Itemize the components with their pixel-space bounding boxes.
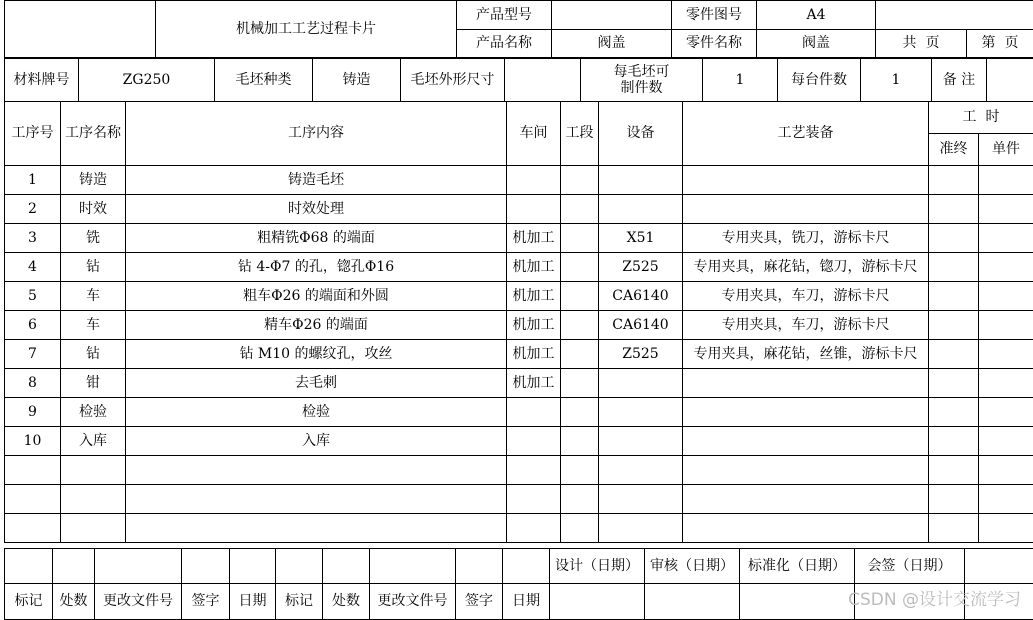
row-unit[interactable] [979, 369, 1033, 398]
row-unit[interactable] [979, 253, 1033, 282]
row-workshop[interactable] [507, 398, 561, 427]
row-equipment[interactable] [599, 485, 683, 514]
row-workshop[interactable]: 机加工 [507, 224, 561, 253]
page-number: 第 页 [967, 30, 1033, 58]
row-name[interactable]: 时效 [61, 195, 126, 224]
row-section[interactable] [561, 166, 599, 195]
row-tooling[interactable] [683, 398, 929, 427]
col-equipment: 设备 [599, 102, 683, 166]
row-workshop[interactable]: 机加工 [507, 369, 561, 398]
sign-label-2: 签字 [456, 584, 503, 620]
table-row [5, 282, 1033, 311]
row-workshop[interactable] [507, 456, 561, 485]
row-section[interactable] [561, 311, 599, 340]
date-label-1: 日期 [230, 584, 276, 620]
per-unit-label: 每台件数 [778, 59, 861, 102]
table-row [5, 311, 1033, 340]
col-section: 工段 [561, 102, 599, 166]
row-equipment[interactable]: Z525 [599, 340, 683, 369]
row-no[interactable] [5, 514, 61, 543]
row-equipment[interactable] [599, 427, 683, 456]
row-equipment[interactable]: CA6140 [599, 311, 683, 340]
row-unit[interactable] [979, 485, 1033, 514]
row-equipment[interactable] [599, 195, 683, 224]
row-name[interactable] [61, 514, 126, 543]
product-model-value[interactable] [552, 1, 672, 30]
material-table [4, 58, 1033, 102]
part-name-value[interactable]: 阀盖 [757, 30, 876, 58]
row-prep[interactable] [929, 311, 979, 340]
row-prep[interactable] [929, 485, 979, 514]
row-unit[interactable] [979, 398, 1033, 427]
row-workshop[interactable] [507, 485, 561, 514]
row-section[interactable] [561, 253, 599, 282]
mark-label-1: 标记 [5, 584, 53, 620]
row-tooling[interactable]: 专用夹具，麻花钻，丝锥，游标卡尺 [683, 340, 929, 369]
row-no[interactable]: 1 [5, 166, 61, 195]
row-unit[interactable] [979, 224, 1033, 253]
standard-cell[interactable] [740, 584, 855, 620]
row-workshop[interactable] [507, 195, 561, 224]
change-doc-label-1: 更改文件号 [95, 584, 182, 620]
part-drawing-label: 零件图号 [672, 1, 757, 30]
row-name[interactable]: 车 [61, 311, 126, 340]
row-tooling[interactable] [683, 456, 929, 485]
row-equipment[interactable]: CA6140 [599, 282, 683, 311]
logo-cell [5, 1, 156, 58]
row-no[interactable]: 6 [5, 311, 61, 340]
table-row [5, 195, 1033, 224]
row-section[interactable] [561, 282, 599, 311]
row-section[interactable] [561, 369, 599, 398]
row-section[interactable] [561, 195, 599, 224]
count-label-2: 处数 [323, 584, 370, 620]
material-value[interactable]: ZG250 [79, 59, 215, 102]
row-content[interactable]: 时效处理 [126, 195, 507, 224]
row-name[interactable]: 钻 [61, 253, 126, 282]
review-cell[interactable] [645, 584, 740, 620]
blank-size-value[interactable] [505, 59, 581, 102]
row-workshop[interactable]: 机加工 [507, 253, 561, 282]
row-section[interactable] [561, 398, 599, 427]
row-tooling[interactable]: 专用夹具，铣刀，游标卡尺 [683, 224, 929, 253]
product-model-label: 产品型号 [457, 1, 552, 30]
sign-label-1: 签字 [182, 584, 230, 620]
product-name-label: 产品名称 [457, 30, 552, 58]
col-tooling: 工艺装备 [683, 102, 929, 166]
table-row [5, 340, 1033, 369]
process-table [4, 101, 1033, 543]
row-prep[interactable] [929, 340, 979, 369]
row-unit[interactable] [979, 166, 1033, 195]
col-prep: 准终 [929, 134, 979, 166]
row-content[interactable]: 检验 [126, 398, 507, 427]
blank-type-label: 毛坯种类 [215, 59, 313, 102]
row-prep[interactable] [929, 398, 979, 427]
row-section[interactable] [561, 224, 599, 253]
review-label: 审核（日期） [645, 549, 740, 584]
row-prep[interactable] [929, 282, 979, 311]
row-tooling[interactable] [683, 514, 929, 543]
table-row [5, 398, 1033, 427]
table-row [5, 369, 1033, 398]
product-name-value[interactable]: 阀盖 [552, 30, 672, 58]
row-workshop[interactable]: 机加工 [507, 340, 561, 369]
row-prep[interactable] [929, 369, 979, 398]
table-row [5, 166, 1033, 195]
row-unit[interactable] [979, 282, 1033, 311]
part-name-label: 零件名称 [672, 30, 757, 58]
date-label-2: 日期 [503, 584, 550, 620]
row-content[interactable]: 入库 [126, 427, 507, 456]
row-tooling[interactable]: 专用夹具，车刀，游标卡尺 [683, 311, 929, 340]
header-table [4, 0, 1033, 58]
row-section[interactable] [561, 485, 599, 514]
pieces-per-blank-line2: 制件数 [581, 80, 702, 96]
row-workshop[interactable] [507, 166, 561, 195]
col-no: 工序号 [5, 102, 61, 166]
row-tooling[interactable] [683, 166, 929, 195]
row-name[interactable]: 入库 [61, 427, 126, 456]
count-label-1: 处数 [53, 584, 95, 620]
material-label: 材料牌号 [5, 59, 79, 102]
part-drawing-value[interactable]: A4 [757, 1, 876, 30]
table-row [5, 514, 1033, 543]
row-no[interactable] [5, 485, 61, 514]
row-prep[interactable] [929, 166, 979, 195]
pieces-per-blank-label [581, 59, 703, 102]
row-tooling[interactable] [683, 369, 929, 398]
row-tooling[interactable] [683, 485, 929, 514]
remark-value[interactable] [987, 59, 1033, 102]
row-content[interactable] [126, 456, 507, 485]
row-equipment[interactable] [599, 369, 683, 398]
table-row [5, 456, 1033, 485]
change-doc-label-2: 更改文件号 [370, 584, 456, 620]
row-equipment[interactable]: X51 [599, 224, 683, 253]
row-content[interactable]: 精车Φ26 的端面 [126, 311, 507, 340]
row-content[interactable]: 去毛刺 [126, 369, 507, 398]
blank-type-value[interactable]: 铸造 [313, 59, 401, 102]
row-prep[interactable] [929, 456, 979, 485]
row-name[interactable]: 检验 [61, 398, 126, 427]
row-name[interactable]: 铸造 [61, 166, 126, 195]
table-row [5, 253, 1033, 282]
row-no[interactable]: 3 [5, 224, 61, 253]
row-equipment[interactable] [599, 398, 683, 427]
row-content[interactable]: 粗车Φ26 的端面和外圆 [126, 282, 507, 311]
row-name[interactable]: 钳 [61, 369, 126, 398]
row-tooling[interactable] [683, 195, 929, 224]
row-no[interactable]: 8 [5, 369, 61, 398]
table-row [5, 224, 1033, 253]
row-tooling[interactable] [683, 427, 929, 456]
row-section[interactable] [561, 340, 599, 369]
row-equipment[interactable] [599, 514, 683, 543]
row-equipment[interactable] [599, 456, 683, 485]
row-no[interactable]: 10 [5, 427, 61, 456]
row-equipment[interactable]: Z525 [599, 253, 683, 282]
row-content[interactable]: 粗精铣Φ68 的端面 [126, 224, 507, 253]
row-workshop[interactable] [507, 514, 561, 543]
remark-label: 备 注 [932, 59, 987, 102]
header-blank [876, 1, 1033, 30]
pieces-per-blank-line1: 每毛坯可 [581, 64, 702, 80]
design-label: 设计（日期） [550, 549, 645, 584]
col-hours: 工 时 [929, 102, 1033, 134]
row-tooling[interactable]: 专用夹具，车刀，游标卡尺 [683, 282, 929, 311]
row-unit[interactable] [979, 456, 1033, 485]
row-no[interactable]: 7 [5, 340, 61, 369]
row-name[interactable]: 铣 [61, 224, 126, 253]
countersign-label: 会签（日期） [855, 549, 965, 584]
table-row [5, 485, 1033, 514]
row-content[interactable]: 钻 4-Φ7 的孔，锪孔Φ16 [126, 253, 507, 282]
row-section[interactable] [561, 456, 599, 485]
row-prep[interactable] [929, 427, 979, 456]
row-section[interactable] [561, 427, 599, 456]
watermark: CSDN @设计交流学习 [848, 585, 1021, 610]
row-workshop[interactable]: 机加工 [507, 282, 561, 311]
row-workshop[interactable]: 机加工 [507, 311, 561, 340]
row-section[interactable] [561, 514, 599, 543]
row-name[interactable]: 车 [61, 282, 126, 311]
row-unit[interactable] [979, 514, 1033, 543]
card-title: 机械加工工艺过程卡片 [156, 1, 457, 58]
row-no[interactable]: 4 [5, 253, 61, 282]
row-prep[interactable] [929, 514, 979, 543]
mark-label-2: 标记 [276, 584, 323, 620]
pieces-per-blank-value[interactable]: 1 [703, 59, 778, 102]
row-no[interactable]: 2 [5, 195, 61, 224]
row-unit[interactable] [979, 195, 1033, 224]
row-equipment[interactable] [599, 166, 683, 195]
row-name[interactable]: 钻 [61, 340, 126, 369]
blank-size-label: 毛坯外形尺寸 [401, 59, 505, 102]
table-row [5, 427, 1033, 456]
col-name: 工序名称 [61, 102, 126, 166]
per-unit-value[interactable]: 1 [861, 59, 932, 102]
row-content[interactable] [126, 514, 507, 543]
col-workshop: 车间 [507, 102, 561, 166]
row-no[interactable]: 9 [5, 398, 61, 427]
row-name[interactable] [61, 485, 126, 514]
row-unit[interactable] [979, 340, 1033, 369]
row-prep[interactable] [929, 195, 979, 224]
row-content[interactable]: 钻 M10 的螺纹孔，攻丝 [126, 340, 507, 369]
design-cell[interactable] [550, 584, 645, 620]
row-no[interactable] [5, 456, 61, 485]
total-pages: 共 页 [876, 30, 967, 58]
col-unit: 单件 [979, 134, 1033, 166]
row-prep[interactable] [929, 224, 979, 253]
row-tooling[interactable]: 专用夹具，麻花钻，锪刀，游标卡尺 [683, 253, 929, 282]
row-unit[interactable] [979, 311, 1033, 340]
row-prep[interactable] [929, 253, 979, 282]
row-content[interactable]: 铸造毛坯 [126, 166, 507, 195]
col-content: 工序内容 [126, 102, 507, 166]
row-name[interactable] [61, 456, 126, 485]
standard-label: 标准化（日期） [740, 549, 855, 584]
row-no[interactable]: 5 [5, 282, 61, 311]
row-content[interactable] [126, 485, 507, 514]
row-unit[interactable] [979, 427, 1033, 456]
row-workshop[interactable] [507, 427, 561, 456]
